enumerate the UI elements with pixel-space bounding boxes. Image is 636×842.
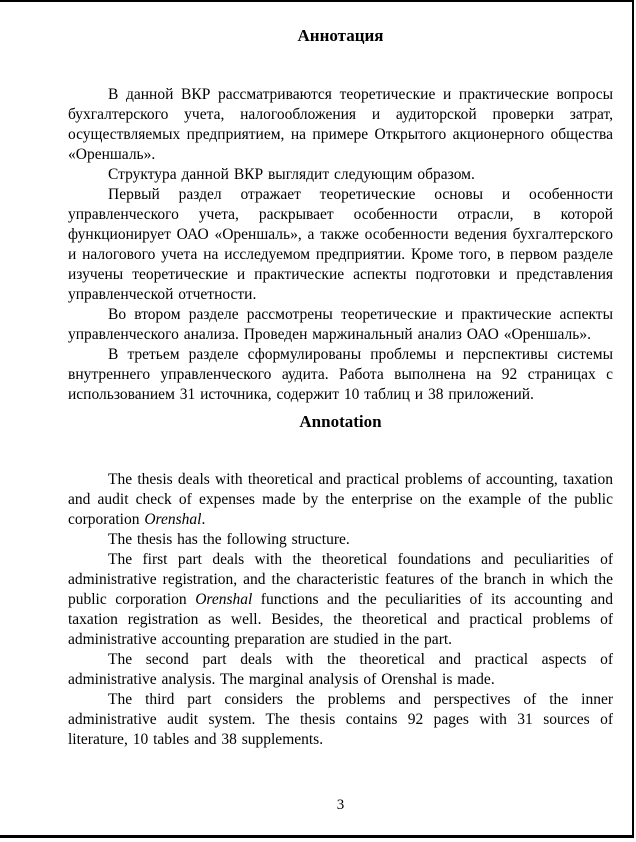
text-segment: The first part deals with the theoretical foundations and peculiarities of administrative registration, and the characteristic features of the branch in which the public corporation bbox=[68, 551, 613, 608]
russian-annotation-text bbox=[68, 85, 613, 405]
document-content bbox=[68, 26, 613, 750]
paragraph bbox=[68, 530, 613, 550]
text-segment: Во втором разделе рассмотрены теоретические и практические аспекты управленческого анализа. Проведен маржинальный анализ ОАО «Ореншаль». bbox=[68, 306, 613, 343]
text-segment: The second part deals with the theoretical and practical aspects of administrative analysis. The marginal analysis of Orenshal is made. bbox=[68, 651, 613, 688]
italic-text-segment: Orenshal bbox=[144, 511, 202, 528]
paragraph bbox=[68, 345, 613, 405]
text-segment: В данной ВКР рассматриваются теоретические и практические вопросы бухгалтерского учета, налогообложения и аудиторской проверки затрат, осуществляемых предприятием, на примере Открытого акционерного общества «Ореншаль». bbox=[68, 86, 613, 163]
text-segment: Первый раздел отражает теоретические основы и особенности управленческого учета, раскрывает особенности отрасли, в которой функционирует ОАО «Ореншаль», а также особенности ведения бухгалтерского и налогового учета на исследуемом предприятии. Кроме того, в первом разделе изучены теоретические и практические аспекты подготовки и представления управленческой отчетности. bbox=[68, 186, 613, 303]
paragraph bbox=[68, 185, 613, 305]
russian-section-heading: Аннотация bbox=[297, 26, 384, 45]
text-segment: . bbox=[201, 511, 206, 528]
paragraph bbox=[68, 85, 613, 165]
text-segment: The thesis deals with theoretical and practical problems of accounting, taxation and audit check of expenses made by the enterprise on the example of the public corporation bbox=[68, 471, 613, 528]
paragraph bbox=[68, 305, 613, 345]
english-section-heading: Annotation bbox=[299, 412, 382, 431]
page-number-value: 3 bbox=[336, 797, 345, 813]
text-segment: The third part considers the problems and perspectives of the inner administrative audit system. The thesis contains 92 pages with 31 sources of literature, 10 tables and 38 supplements. bbox=[68, 691, 613, 748]
english-annotation-text bbox=[68, 470, 613, 750]
page-number bbox=[68, 796, 613, 814]
text-segment: В третьем разделе сформулированы проблемы и перспективы системы внутреннего управленческого аудита. Работа выполнена на 92 страницах с использованием 31 источника, содержит 10 таблиц и 38 приложений. bbox=[68, 346, 613, 403]
italic-text-segment: Orenshal bbox=[195, 591, 253, 608]
text-segment: functions and the peculiarities of its accounting and taxation registration as well. Besides, the theoretical and practical problems of administrative accounting preparation are studied in the part. bbox=[68, 591, 613, 648]
paragraph bbox=[68, 165, 613, 185]
paragraph bbox=[68, 470, 613, 530]
paragraph bbox=[68, 550, 613, 650]
paragraph bbox=[68, 650, 613, 690]
text-segment: Структура данной ВКР выглядит следующим образом. bbox=[108, 166, 475, 183]
paragraph bbox=[68, 690, 613, 750]
text-segment: The thesis has the following structure. bbox=[108, 531, 350, 548]
